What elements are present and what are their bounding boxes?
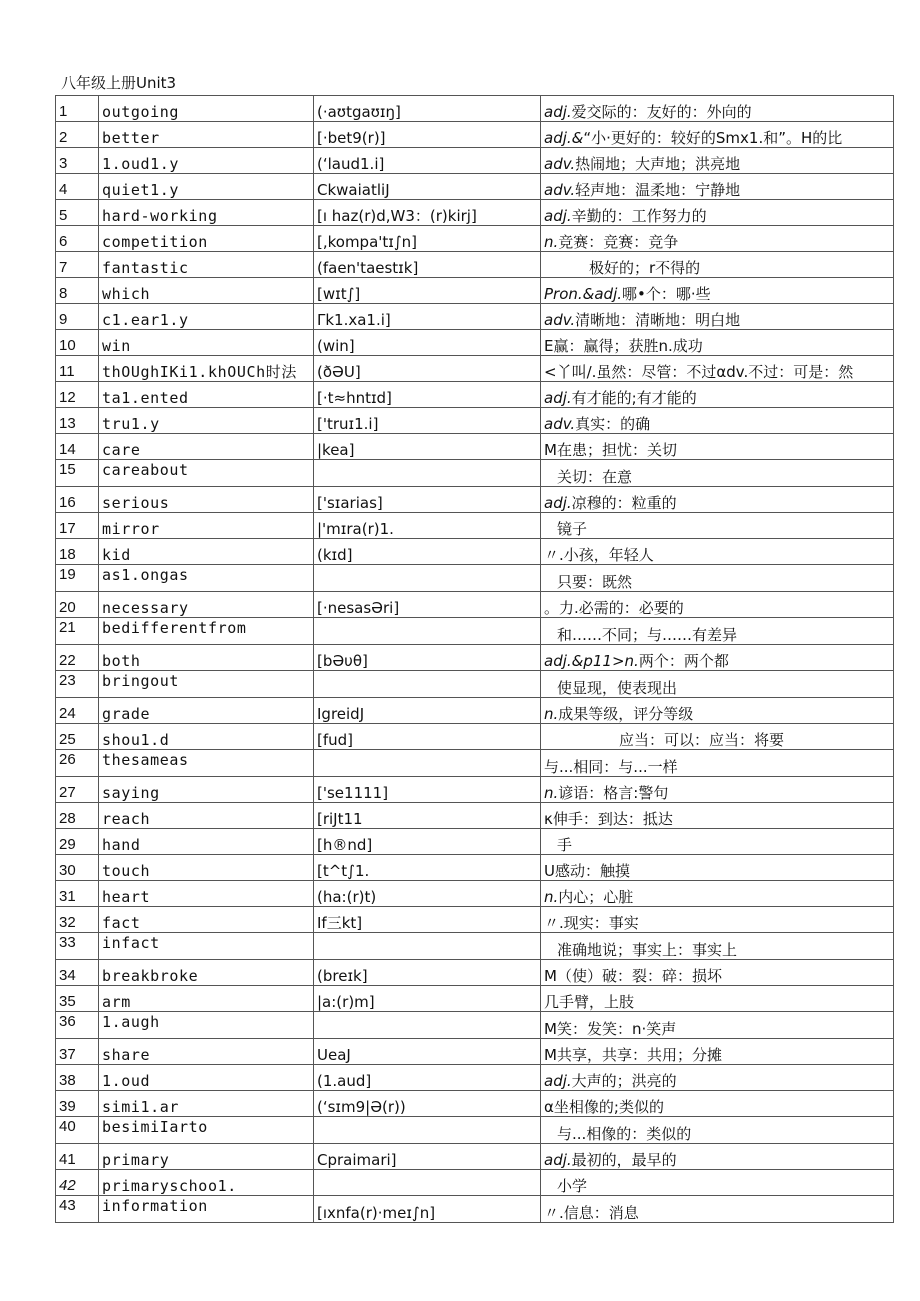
table-row <box>56 356 894 382</box>
meaning-cell <box>541 174 894 200</box>
meaning-text: 应当：可以：应当：将要 <box>619 731 785 749</box>
word-cell: both <box>99 645 314 671</box>
row-number: 23 <box>56 671 99 698</box>
word-cell: 1.augh <box>99 1012 314 1039</box>
word-cell: share <box>99 1039 314 1065</box>
meaning-cell <box>541 382 894 408</box>
meaning-cell <box>541 408 894 434</box>
word-cell: simi1.ar <box>99 1091 314 1117</box>
phonetic-cell: (ðƏU] <box>314 356 541 382</box>
meaning-cell <box>541 592 894 618</box>
word-cell: win <box>99 330 314 356</box>
word-cell: hard-working <box>99 200 314 226</box>
word-cell: tru1.y <box>99 408 314 434</box>
row-number: 12 <box>56 382 99 408</box>
meaning-text: M笑：发笑：n·笑声 <box>544 1020 677 1038</box>
phonetic-cell: (‘laud1.i] <box>314 148 541 174</box>
row-number: 39 <box>56 1091 99 1117</box>
meaning-cell <box>541 200 894 226</box>
row-number: 30 <box>56 855 99 881</box>
meaning-cell <box>541 881 894 907</box>
row-number: 18 <box>56 539 99 565</box>
meaning-cell <box>541 671 894 698</box>
row-number: 4 <box>56 174 99 200</box>
meaning-text: 与...相像的：类似的 <box>557 1125 692 1143</box>
phonetic-cell: Cpraimari] <box>314 1144 541 1170</box>
row-number: 43 <box>56 1196 99 1223</box>
part-of-speech: n. <box>544 705 559 723</box>
table-row <box>56 592 894 618</box>
row-number: 38 <box>56 1065 99 1091</box>
phonetic-cell: |kea] <box>314 434 541 460</box>
table-row <box>56 1144 894 1170</box>
meaning-text: 真实：的确 <box>575 415 651 433</box>
meaning-cell <box>541 933 894 960</box>
phonetic-cell <box>314 750 541 777</box>
row-number: 37 <box>56 1039 99 1065</box>
meaning-text: 凉穆的：粒重的 <box>571 494 677 512</box>
phonetic-cell: [·nesasƏri] <box>314 592 541 618</box>
table-row <box>56 96 894 122</box>
table-row <box>56 960 894 986</box>
phonetic-cell: [riJt11 <box>314 803 541 829</box>
meaning-cell <box>541 803 894 829</box>
meaning-cell <box>541 960 894 986</box>
meaning-text: 〃.现实：事实 <box>544 914 639 932</box>
meaning-text: U感动：触摸 <box>544 862 630 880</box>
meaning-text: α坐相像的;类似的 <box>544 1098 664 1116</box>
row-number: 9 <box>56 304 99 330</box>
word-cell: fantastic <box>99 252 314 278</box>
meaning-cell <box>541 330 894 356</box>
row-number: 20 <box>56 592 99 618</box>
row-number: 13 <box>56 408 99 434</box>
meaning-cell <box>541 460 894 487</box>
part-of-speech: n. <box>544 233 559 251</box>
row-number: 17 <box>56 513 99 539</box>
row-number: 31 <box>56 881 99 907</box>
meaning-cell <box>541 96 894 122</box>
table-row <box>56 933 894 960</box>
table-row <box>56 539 894 565</box>
meaning-cell <box>541 618 894 645</box>
row-number: 33 <box>56 933 99 960</box>
phonetic-cell: (faen'taestɪk] <box>314 252 541 278</box>
meaning-cell <box>541 698 894 724</box>
meaning-cell <box>541 750 894 777</box>
part-of-speech: adj.& <box>544 129 584 147</box>
table-row <box>56 460 894 487</box>
meaning-cell <box>541 148 894 174</box>
meaning-cell <box>541 434 894 460</box>
part-of-speech: n. <box>544 784 559 802</box>
table-row <box>56 174 894 200</box>
part-of-speech: adj. <box>544 494 572 512</box>
part-of-speech: adj.&p11>n. <box>544 652 639 670</box>
meaning-text: 几手臂，上肢 <box>544 993 635 1011</box>
table-row <box>56 907 894 933</box>
row-number: 21 <box>56 618 99 645</box>
phonetic-cell: [,kompa'tɪ∫n] <box>314 226 541 252</box>
meaning-cell <box>541 278 894 304</box>
table-row <box>56 1039 894 1065</box>
phonetic-cell: [ı haz(r)d,W3：(r)kirj] <box>314 200 541 226</box>
meaning-text: M在患；担忧：关切 <box>544 441 677 459</box>
table-row <box>56 750 894 777</box>
row-number: 41 <box>56 1144 99 1170</box>
part-of-speech: adj. <box>544 1151 572 1169</box>
word-cell: heart <box>99 881 314 907</box>
word-cell: competition <box>99 226 314 252</box>
meaning-text: M共享，共享：共用；分摊 <box>544 1046 722 1064</box>
phonetic-cell <box>314 933 541 960</box>
phonetic-cell <box>314 1012 541 1039</box>
phonetic-cell <box>314 671 541 698</box>
phonetic-cell <box>314 565 541 592</box>
meaning-text: 两个：两个都 <box>638 652 729 670</box>
phonetic-cell: [h®nd] <box>314 829 541 855</box>
phonetic-cell: (win] <box>314 330 541 356</box>
part-of-speech: adv. <box>544 311 576 329</box>
word-cell: quiet1.y <box>99 174 314 200</box>
table-row <box>56 618 894 645</box>
meaning-cell <box>541 1091 894 1117</box>
row-number: 24 <box>56 698 99 724</box>
row-number: 40 <box>56 1117 99 1144</box>
meaning-cell <box>541 1117 894 1144</box>
phonetic-cell: Γk1.xa1.i] <box>314 304 541 330</box>
meaning-text: 只要：既然 <box>557 573 633 591</box>
row-number: 42 <box>56 1170 99 1196</box>
meaning-cell <box>541 1170 894 1196</box>
phonetic-cell: ['truɪ1.i] <box>314 408 541 434</box>
word-cell: bringout <box>99 671 314 698</box>
table-row <box>56 200 894 226</box>
part-of-speech: adv. <box>544 181 576 199</box>
row-number: 34 <box>56 960 99 986</box>
phonetic-cell: (·aʊtgaʊɪŋ] <box>314 96 541 122</box>
table-row <box>56 226 894 252</box>
table-row <box>56 855 894 881</box>
table-row <box>56 829 894 855</box>
part-of-speech: adj. <box>544 103 572 121</box>
word-cell: shou1.d <box>99 724 314 750</box>
meaning-text: 大声的；洪亮的 <box>571 1072 677 1090</box>
phonetic-cell <box>314 1170 541 1196</box>
word-cell: better <box>99 122 314 148</box>
row-number: 16 <box>56 487 99 513</box>
row-number: 22 <box>56 645 99 671</box>
meaning-text: 轻声地：温柔地：宁静地 <box>575 181 741 199</box>
meaning-cell <box>541 1039 894 1065</box>
phonetic-cell <box>314 460 541 487</box>
page-title: 八年级上册Unit3 <box>61 74 177 92</box>
word-cell: hand <box>99 829 314 855</box>
word-cell: serious <box>99 487 314 513</box>
meaning-text: 关切：在意 <box>557 468 633 486</box>
phonetic-cell: IgreidJ <box>314 698 541 724</box>
row-number: 7 <box>56 252 99 278</box>
table-row <box>56 645 894 671</box>
word-cell: care <box>99 434 314 460</box>
meaning-cell <box>541 226 894 252</box>
table-row <box>56 304 894 330</box>
row-number: 14 <box>56 434 99 460</box>
word-cell: arm <box>99 986 314 1012</box>
word-cell: grade <box>99 698 314 724</box>
meaning-text: 竞赛：竞赛：竞争 <box>558 233 679 251</box>
row-number: 27 <box>56 777 99 803</box>
table-row <box>56 986 894 1012</box>
part-of-speech: Pron.&adj. <box>544 285 623 303</box>
phonetic-cell: [wɪt∫] <box>314 278 541 304</box>
vocabulary-table <box>55 95 894 1223</box>
table-row <box>56 565 894 592</box>
row-number: 2 <box>56 122 99 148</box>
meaning-text: 使显现，使表现出 <box>557 679 678 697</box>
phonetic-cell: UeaJ <box>314 1039 541 1065</box>
table-row <box>56 330 894 356</box>
row-number: 8 <box>56 278 99 304</box>
table-row <box>56 1117 894 1144</box>
row-number: 25 <box>56 724 99 750</box>
meaning-text: 。力.必需的：必要的 <box>544 599 684 617</box>
phonetic-cell: If三kt] <box>314 907 541 933</box>
table-row <box>56 698 894 724</box>
table-row <box>56 1196 894 1223</box>
row-number: 32 <box>56 907 99 933</box>
table-row <box>56 1012 894 1039</box>
phonetic-cell: CkwaiatliJ <box>314 174 541 200</box>
row-number: 36 <box>56 1012 99 1039</box>
meaning-text: “小·更好的：较好的Smx1.和”。H的比 <box>583 129 843 147</box>
table-row <box>56 278 894 304</box>
phonetic-cell: ['sɪarias] <box>314 487 541 513</box>
meaning-cell <box>541 487 894 513</box>
meaning-cell <box>541 986 894 1012</box>
meaning-cell <box>541 829 894 855</box>
meaning-text: 谚语：格言:警句 <box>558 784 669 802</box>
word-cell: c1.ear1.y <box>99 304 314 330</box>
meaning-text: M（使）破：裂：碎：损坏 <box>544 967 722 985</box>
part-of-speech: adv. <box>544 415 576 433</box>
row-number: 6 <box>56 226 99 252</box>
meaning-text: 热闹地；大声地；洪亮地 <box>575 155 741 173</box>
row-number: 3 <box>56 148 99 174</box>
table-row <box>56 724 894 750</box>
phonetic-cell: (1.aud] <box>314 1065 541 1091</box>
table-row <box>56 671 894 698</box>
meaning-text: 有才能的;有才能的 <box>571 389 697 407</box>
meaning-text: κ伸手：到达：抵达 <box>544 810 673 828</box>
meaning-cell <box>541 645 894 671</box>
phonetic-cell: [·bet9(r)] <box>314 122 541 148</box>
part-of-speech: adv. <box>544 155 576 173</box>
table-row <box>56 777 894 803</box>
meaning-text: 内心；心脏 <box>558 888 634 906</box>
meaning-cell <box>541 1196 894 1223</box>
meaning-text: 成果等级，评分等级 <box>558 705 694 723</box>
part-of-speech: adj. <box>544 389 572 407</box>
table-row <box>56 252 894 278</box>
meaning-text: 与...相同：与...一样 <box>544 758 678 776</box>
meaning-cell <box>541 356 894 382</box>
meaning-cell <box>541 724 894 750</box>
meaning-cell <box>541 907 894 933</box>
table-row <box>56 1065 894 1091</box>
word-cell: information <box>99 1196 314 1223</box>
phonetic-cell: (‘sɪm9|Ə(r)) <box>314 1091 541 1117</box>
meaning-text: 极好的；r不得的 <box>589 259 701 277</box>
phonetic-cell: [fud] <box>314 724 541 750</box>
meaning-cell <box>541 252 894 278</box>
word-cell: ta1.ented <box>99 382 314 408</box>
meaning-text: 爱交际的：友好的：外向的 <box>571 103 752 121</box>
part-of-speech: adj. <box>544 1072 572 1090</box>
phonetic-cell: (breɪk] <box>314 960 541 986</box>
word-cell: bedifferentfrom <box>99 618 314 645</box>
meaning-text: 〃.信息：消息 <box>544 1204 639 1222</box>
meaning-cell <box>541 777 894 803</box>
phonetic-cell: [t^t∫1. <box>314 855 541 881</box>
table-row <box>56 434 894 460</box>
word-cell: 1.oud <box>99 1065 314 1091</box>
word-cell: saying <box>99 777 314 803</box>
phonetic-cell <box>314 1117 541 1144</box>
word-cell: reach <box>99 803 314 829</box>
phonetic-cell: [·t≈hntɪd] <box>314 382 541 408</box>
meaning-text: 哪•个：哪·些 <box>622 285 711 303</box>
row-number: 11 <box>56 356 99 382</box>
word-cell: thesameas <box>99 750 314 777</box>
word-cell: primaryschoo1. <box>99 1170 314 1196</box>
phonetic-cell: (kɪd] <box>314 539 541 565</box>
table-row <box>56 513 894 539</box>
meaning-text: 清晰地：清晰地：明白地 <box>575 311 741 329</box>
meaning-cell <box>541 565 894 592</box>
meaning-text: 最初的，最早的 <box>571 1151 677 1169</box>
meaning-cell <box>541 1012 894 1039</box>
row-number: 10 <box>56 330 99 356</box>
table-row <box>56 881 894 907</box>
word-cell: touch <box>99 855 314 881</box>
word-cell: outgoing <box>99 96 314 122</box>
row-number: 5 <box>56 200 99 226</box>
table-row <box>56 487 894 513</box>
meaning-text: 〃.小孩，年轻人 <box>544 546 654 564</box>
row-number: 19 <box>56 565 99 592</box>
meaning-text: 手 <box>557 836 573 854</box>
table-row <box>56 803 894 829</box>
meaning-text: <丫叫/.虽然：尽管：不过αdv.不过：可是：然 <box>544 363 854 381</box>
meaning-cell <box>541 855 894 881</box>
word-cell: careabout <box>99 460 314 487</box>
meaning-cell <box>541 304 894 330</box>
row-number: 1 <box>56 96 99 122</box>
word-cell: primary <box>99 1144 314 1170</box>
word-cell: mirror <box>99 513 314 539</box>
part-of-speech: adj. <box>544 207 572 225</box>
meaning-text: 准确地说；事实上：事实上 <box>557 941 738 959</box>
part-of-speech: n. <box>544 888 559 906</box>
word-cell: kid <box>99 539 314 565</box>
word-cell: as1.ongas <box>99 565 314 592</box>
word-cell: necessary <box>99 592 314 618</box>
meaning-text: E赢：赢得；获胜n.成功 <box>544 337 703 355</box>
meaning-text: 小学 <box>557 1177 588 1195</box>
meaning-text: 辛勤的：工作努力的 <box>571 207 707 225</box>
phonetic-cell <box>314 618 541 645</box>
row-number: 35 <box>56 986 99 1012</box>
phonetic-cell: ['se1111] <box>314 777 541 803</box>
phonetic-cell: [bƏυθ] <box>314 645 541 671</box>
word-cell: breakbroke <box>99 960 314 986</box>
meaning-cell <box>541 539 894 565</box>
row-number: 29 <box>56 829 99 855</box>
word-cell: infact <box>99 933 314 960</box>
meaning-cell <box>541 1144 894 1170</box>
phonetic-cell: (ha:(r)t) <box>314 881 541 907</box>
row-number: 26 <box>56 750 99 777</box>
table-row <box>56 1170 894 1196</box>
meaning-cell <box>541 513 894 539</box>
word-cell: thOUghIKi1.khOUCh时法 <box>99 356 314 382</box>
word-cell: fact <box>99 907 314 933</box>
table-row <box>56 408 894 434</box>
table-row <box>56 382 894 408</box>
phonetic-cell: [ıxnfa(r)·meɪ∫n] <box>314 1196 541 1223</box>
meaning-cell <box>541 122 894 148</box>
meaning-cell <box>541 1065 894 1091</box>
word-cell: besimiIarto <box>99 1117 314 1144</box>
row-number: 15 <box>56 460 99 487</box>
table-row <box>56 1091 894 1117</box>
meaning-text: 和……不同；与……有差异 <box>557 626 738 644</box>
phonetic-cell: |'mɪra(r)1. <box>314 513 541 539</box>
row-number: 28 <box>56 803 99 829</box>
phonetic-cell: |a:(r)m] <box>314 986 541 1012</box>
table-row <box>56 148 894 174</box>
meaning-text: 镜子 <box>557 520 588 538</box>
table-row <box>56 122 894 148</box>
word-cell: which <box>99 278 314 304</box>
word-cell: 1.oud1.y <box>99 148 314 174</box>
